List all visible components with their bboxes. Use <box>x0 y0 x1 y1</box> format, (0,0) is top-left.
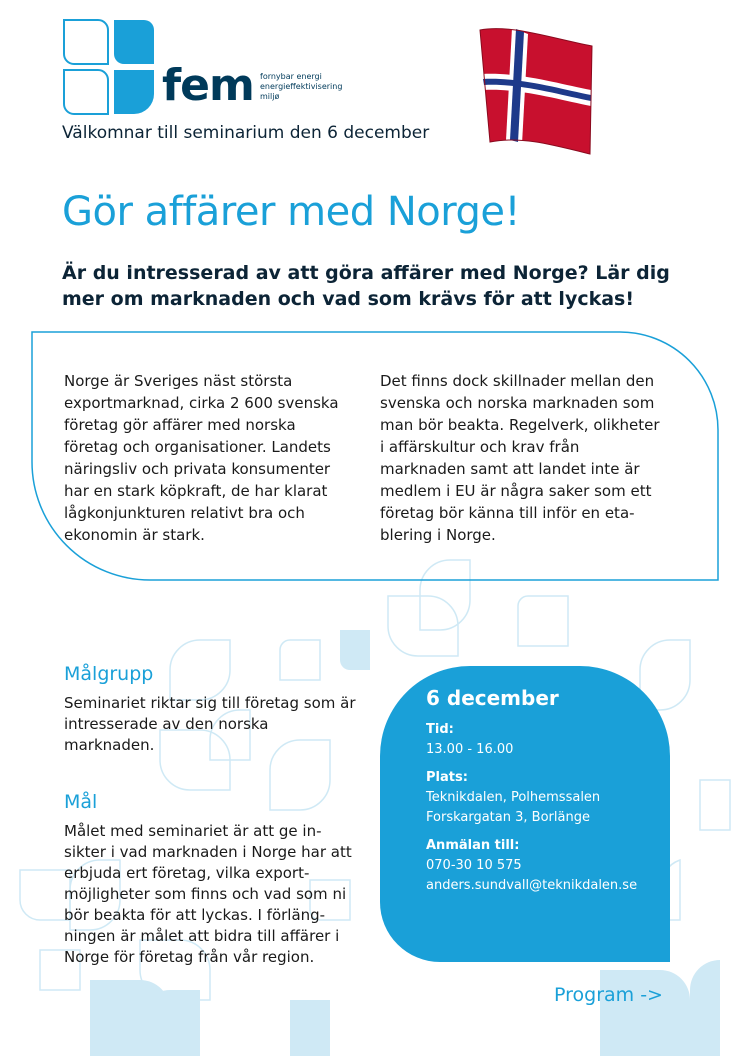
event-email[interactable]: anders.sundvall@teknikdalen.se <box>426 878 638 893</box>
info-column-left: Norge är Sveriges näst största exportmarknad, cirka 2 600 svenska företag gör affärer med norska företag och organisationer. Landets näringsliv och privata konsumenter har en stark köpkraft, de har klarat lågkonjunkturen relativt bra och ekonomin är stark. <box>64 372 339 544</box>
brand-tagline <box>260 72 342 102</box>
event-place-label: Plats: <box>426 770 468 785</box>
event-time-label: Tid: <box>426 722 454 737</box>
norway-flag-icon <box>470 24 600 164</box>
goal-body: Målet med seminariet är att ge in-sikter i vad marknaden i Norge har att erbjuda ert företag, vilka export-möjligheter som finns och vad som ni bör beakta för att lyckas. I förläng-ningen är målet att bidra till affärer i Norge för företag från vår region. <box>64 822 352 966</box>
event-time: 13.00 - 16.00 <box>426 742 514 757</box>
intro-text: Är du intresserad av att göra affärer med Norge? Lär dig mer om marknaden och vad som krävs för att lyckas! <box>62 262 670 310</box>
event-phone: 070-30 10 575 <box>426 858 522 873</box>
tagline-line: miljø <box>260 92 280 101</box>
event-place-line1: Teknikdalen, Polhemssalen <box>426 790 601 805</box>
target-group-body: Seminariet riktar sig till företag som är intresserade av den norska marknaden. <box>64 694 356 754</box>
brand-name: fem <box>162 60 254 111</box>
tagline-line: energieffektivisering <box>260 82 343 91</box>
page-headline: Gör affärer med Norge! <box>62 189 521 235</box>
event-register-label: Anmälan till: <box>426 838 520 853</box>
program-link[interactable]: Program -> <box>554 984 663 1006</box>
target-group-title: Målgrupp <box>64 663 154 685</box>
event-place-line2: Forskargatan 3, Borlänge <box>426 810 590 825</box>
event-details <box>426 686 666 904</box>
tagline-line: fornybar energi <box>260 72 322 81</box>
info-column-right: Det finns dock skillnader mellan den svenska och norska marknaden som man bör beakta. Regelverk, olikheter i affärskultur och krav från marknaden samt att landet inte är medlem i EU är några saker som ett företag bör känna till inför en eta-blering i Norge. <box>380 372 660 544</box>
event-date: 6 december <box>426 686 559 710</box>
goal-title: Mål <box>64 791 98 813</box>
welcome-text: Välkomnar till seminarium den 6 december <box>62 123 430 143</box>
